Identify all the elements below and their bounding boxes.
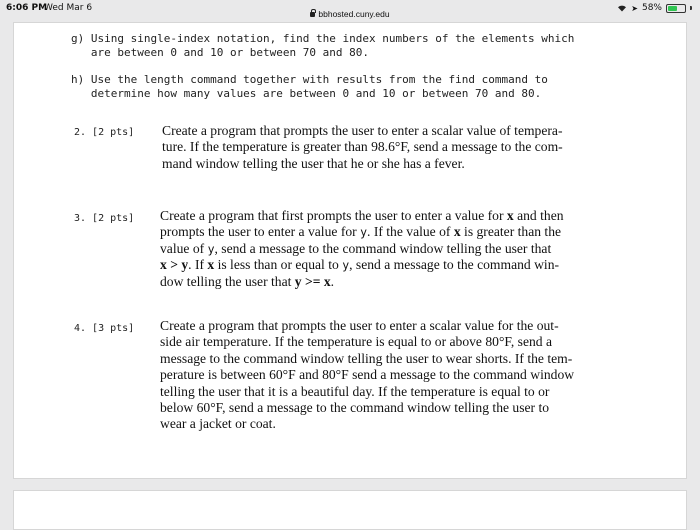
variable-y: y — [360, 225, 368, 240]
text-run: Create a program that first prompts the user to enter a value for — [160, 208, 507, 223]
question-4-number: 4. [3 pts] — [74, 323, 135, 334]
subquestion-h-line-1: h) Use the length command together with results from the find command to — [71, 73, 548, 86]
status-date: Wed Mar 6 — [44, 3, 93, 13]
question-3-line — [160, 224, 616, 240]
question-3-number: 3. [2 pts] — [74, 213, 135, 224]
expression-y-ge-x: y >= x — [294, 273, 331, 289]
text-run: is greater than the — [460, 224, 562, 240]
question-3-line — [160, 274, 616, 290]
text-run: . If — [188, 257, 208, 273]
question-4-line: below 60°F, send a message to the command window telling the user to — [160, 400, 550, 416]
variable-y: y — [342, 258, 350, 273]
question-4-line: perature is between 60°F and 80°F send a message to the command window — [160, 367, 575, 383]
document-page — [13, 22, 687, 479]
question-4-text — [160, 318, 616, 433]
next-document-page — [13, 490, 687, 530]
url-text: bbhosted.cuny.edu — [318, 9, 390, 19]
lock-icon — [310, 12, 315, 17]
subquestion-h-line-2: determine how many values are between 0 and 10 or between 70 and 80. — [71, 86, 542, 100]
question-3-text — [160, 208, 616, 290]
location-icon: ➤ — [631, 3, 638, 13]
variable-x: x — [506, 208, 514, 223]
subquestion-h — [71, 73, 631, 101]
text-run: , send a message to the command win- — [349, 257, 560, 273]
status-time: 6:06 PM — [6, 3, 48, 13]
question-2-line: mand window telling the user that he or she has a fever. — [162, 155, 465, 171]
text-run: prompts the user to enter a value for — [160, 224, 361, 240]
question-3-line — [160, 208, 616, 224]
question-2-number: 2. [2 pts] — [74, 127, 135, 138]
variable-y: y — [207, 241, 215, 256]
text-run: dow telling the user that — [160, 273, 295, 289]
question-2-line: ture. If the temperature is greater than 98.6°F, send a message to the com- — [162, 139, 563, 155]
variable-x: x — [207, 257, 215, 273]
text-run: and then — [513, 208, 564, 223]
question-4-line: Create a program that prompts the user to enter a scalar value for the out- — [160, 318, 559, 333]
subquestion-g-line-1: g) Using single-index notation, find the index numbers of the elements which — [71, 32, 575, 45]
question-4-line: message to the command window telling the user to wear shorts. If the tem- — [160, 350, 573, 366]
question-4-line: side air temperature. If the temperature is equal to or above 80°F, send a — [160, 334, 553, 350]
subquestion-g — [71, 32, 631, 60]
question-3-line — [160, 257, 616, 273]
battery-percent: 58% — [641, 3, 662, 13]
subquestion-g-line-2: are between 0 and 10 or between 70 and 80. — [71, 45, 370, 59]
address-bar[interactable] — [0, 9, 700, 19]
text-run: . — [330, 273, 335, 289]
question-2-line: Create a program that prompts the user to enter a scalar value of tempera- — [162, 123, 563, 138]
text-run: is less than or equal to — [214, 257, 343, 273]
question-3-line — [160, 241, 616, 257]
question-2-text — [162, 123, 618, 172]
expression-x-gt-y: x > y — [160, 257, 189, 273]
question-4-line: wear a jacket or coat. — [160, 416, 276, 432]
text-run: . If the value of — [367, 224, 454, 240]
text-run: value of — [160, 240, 208, 256]
variable-x: x — [453, 224, 461, 240]
question-4-line: telling the user that it is a beautiful day. If the temperature is equal to or — [160, 383, 550, 399]
text-run: , send a message to the command window telling the user that — [214, 240, 552, 256]
